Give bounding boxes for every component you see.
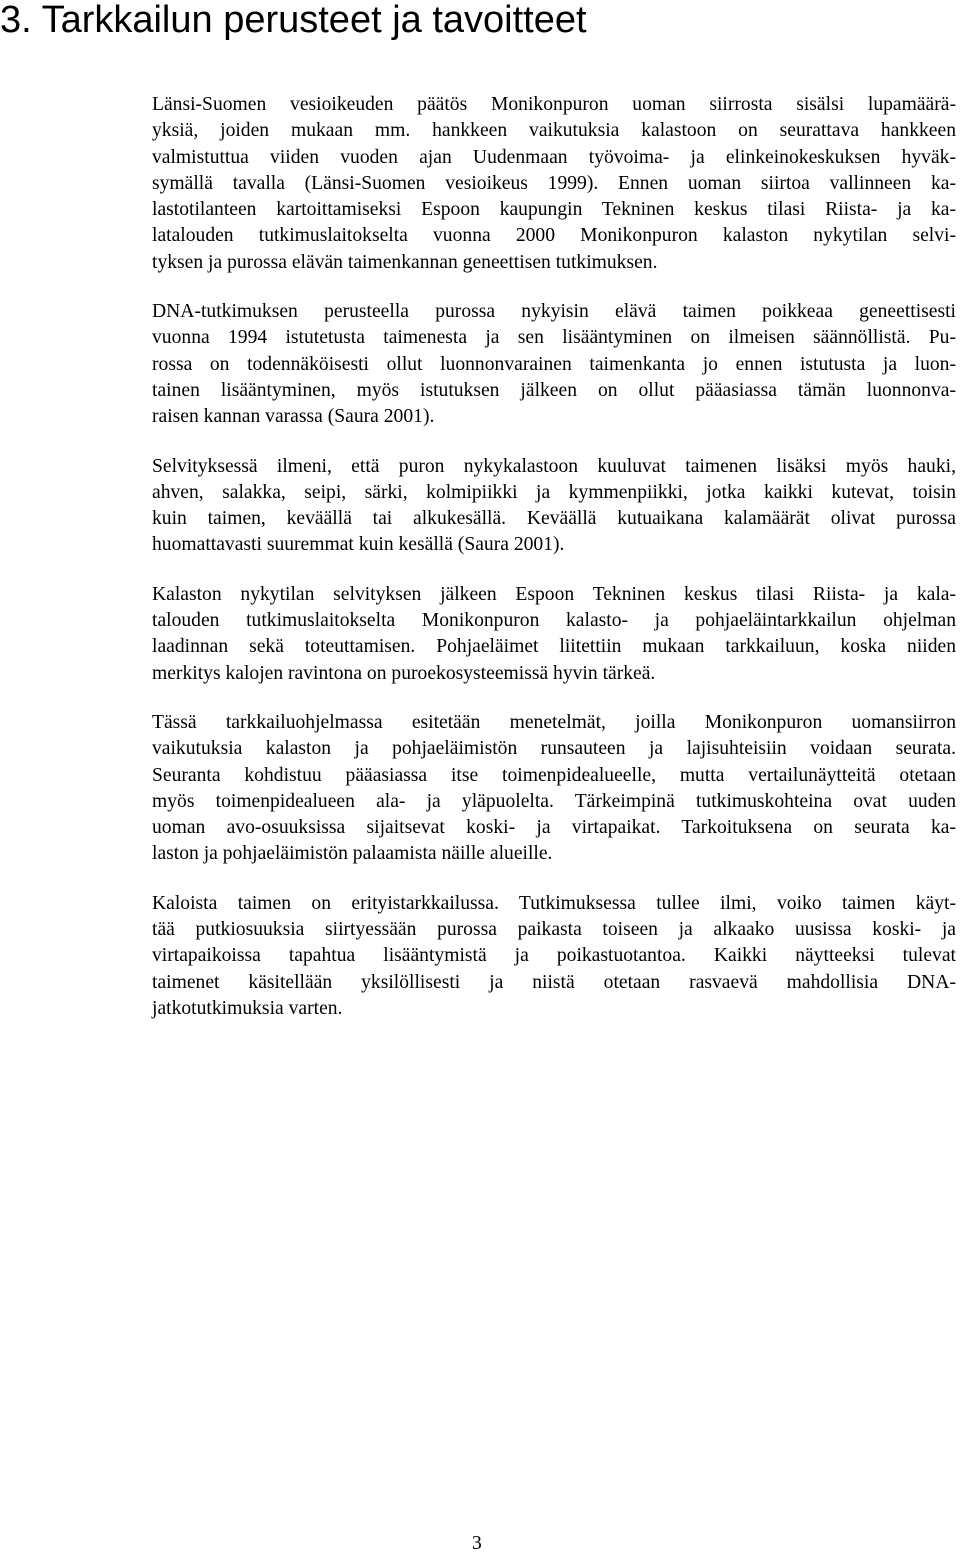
- text-line: vuonna 1994 istutetusta taimenesta ja sen lisääntyminen on ilmeisen säännöllistä. Pu-: [152, 327, 956, 349]
- text-line: Länsi-Suomen vesioikeuden päätös Monikonpuron uoman siirrosta sisälsi lupamäärä-: [152, 94, 956, 115]
- text-line: Tässä tarkkailuohjelmassa esitetään menetelmät, joilla Monikonpuron uomansiirron: [152, 711, 956, 733]
- text-line: tää putkiosuuksia siirtyessään purossa paikasta toiseen ja alkaako uusissa koski- ja: [152, 919, 956, 941]
- text-line: kuin taimen, keväällä tai alkukesällä. Keväällä kutuaikana kalamäärät olivat purossa: [152, 508, 956, 530]
- paragraph-methods: [152, 710, 956, 868]
- paragraph-fish-species: [152, 454, 956, 559]
- text-line: Selvityksessä ilmeni, että puron nykykalastoon kuuluvat taimenen lisäksi myös hauki,: [152, 455, 956, 477]
- text-line: jatkotutkimuksia varten.: [152, 997, 343, 1019]
- text-line: valmistuttua viiden vuoden ajan Uudenmaan työvoima- ja elinkeinokeskuksen hyväk-: [152, 146, 956, 168]
- paragraph-dna-study: [152, 299, 956, 430]
- paragraph-monitoring-program: [152, 582, 956, 687]
- text-line: raisen kannan varassa (Saura 2001).: [152, 406, 435, 428]
- paragraph-trout-monitoring: [152, 891, 956, 1022]
- text-line: uoman avo-osuuksissa sijaitsevat koski- ja virtapaikat. Tarkoituksena on seurata ka-: [152, 817, 956, 839]
- text-line: lastotilanteen kartoittamiseksi Espoon kaupungin Tekninen keskus tilasi Riista- ja ka-: [152, 199, 956, 221]
- text-line: DNA-tutkimuksen perusteella purossa nykyisin elävä taimen poikkeaa geneettisesti: [152, 301, 956, 323]
- text-line: vaikutuksia kalaston ja pohjaeläimistön runsauteen ja lajisuhteisiin voidaan seurata.: [152, 738, 956, 760]
- document-body: [152, 92, 956, 1045]
- text-line: huomattavasti suuremmat kuin kesällä (Saura 2001).: [152, 534, 565, 556]
- text-line: rossa on todennäköisesti ollut luonnonvarainen taimenkanta jo ennen istutusta ja luon-: [152, 353, 956, 375]
- text-line: talouden tutkimuslaitokselta Monikonpuron kalasto- ja pohjaeläintarkkailun ohjelman: [152, 610, 956, 632]
- text-line: latalouden tutkimuslaitokselta vuonna 2000 Monikonpuron kalaston nykytilan selvi-: [152, 225, 956, 247]
- text-line: tyksen ja purossa elävän taimenkannan geneettisen tutkimuksen.: [152, 251, 658, 273]
- text-line: Seuranta kohdistuu pääasiassa itse toimenpidealueelle, mutta vertailunäytteitä otetaan: [152, 764, 956, 786]
- text-line: Kalaston nykytilan selvityksen jälkeen Espoon Tekninen keskus tilasi Riista- ja kala-: [152, 583, 956, 605]
- paragraph-permit-background: [152, 92, 956, 276]
- text-line: myös toimenpidealueen ala- ja yläpuolelta. Tärkeimpinä tutkimuskohteina ovat uuden: [152, 790, 956, 812]
- text-line: virtapaikoissa tapahtua lisääntymistä ja poikastuotantoa. Kaikki näytteeksi tulevat: [152, 945, 956, 967]
- page-number: 3: [472, 1533, 482, 1554]
- text-line: taimenet käsitellään yksilöllisesti ja niistä otetaan rasvaevä mahdollisia DNA-: [152, 971, 956, 993]
- text-line: tainen lisääntyminen, myös istutuksen jälkeen on ollut pääasiassa tämän luonnonva-: [152, 379, 956, 401]
- text-line: yksiä, joiden mukaan mm. hankkeen vaikutuksia kalastoon on seurattava hankkeen: [152, 120, 956, 142]
- page-title: 3. Tarkkailun perusteet ja tavoitteet: [0, 0, 587, 41]
- text-line: merkitys kalojen ravintona on puroekosysteemissä hyvin tärkeä.: [152, 662, 656, 684]
- text-line: ahven, salakka, seipi, särki, kolmipiikki ja kymmenpiikki, jotka kaikki kutevat, toisin: [152, 481, 956, 503]
- text-line: laadinnan sekä toteuttamisen. Pohjaeläimet liitettiin mukaan tarkkailuun, koska niiden: [152, 636, 956, 658]
- text-line: symällä tavalla (Länsi-Suomen vesioikeus 1999). Ennen uoman siirtoa vallinneen ka-: [152, 172, 956, 194]
- text-line: Kaloista taimen on erityistarkkailussa. Tutkimuksessa tullee ilmi, voiko taimen käyt-: [152, 892, 956, 914]
- text-line: laston ja pohjaeläimistön palaamista näille alueille.: [152, 843, 553, 865]
